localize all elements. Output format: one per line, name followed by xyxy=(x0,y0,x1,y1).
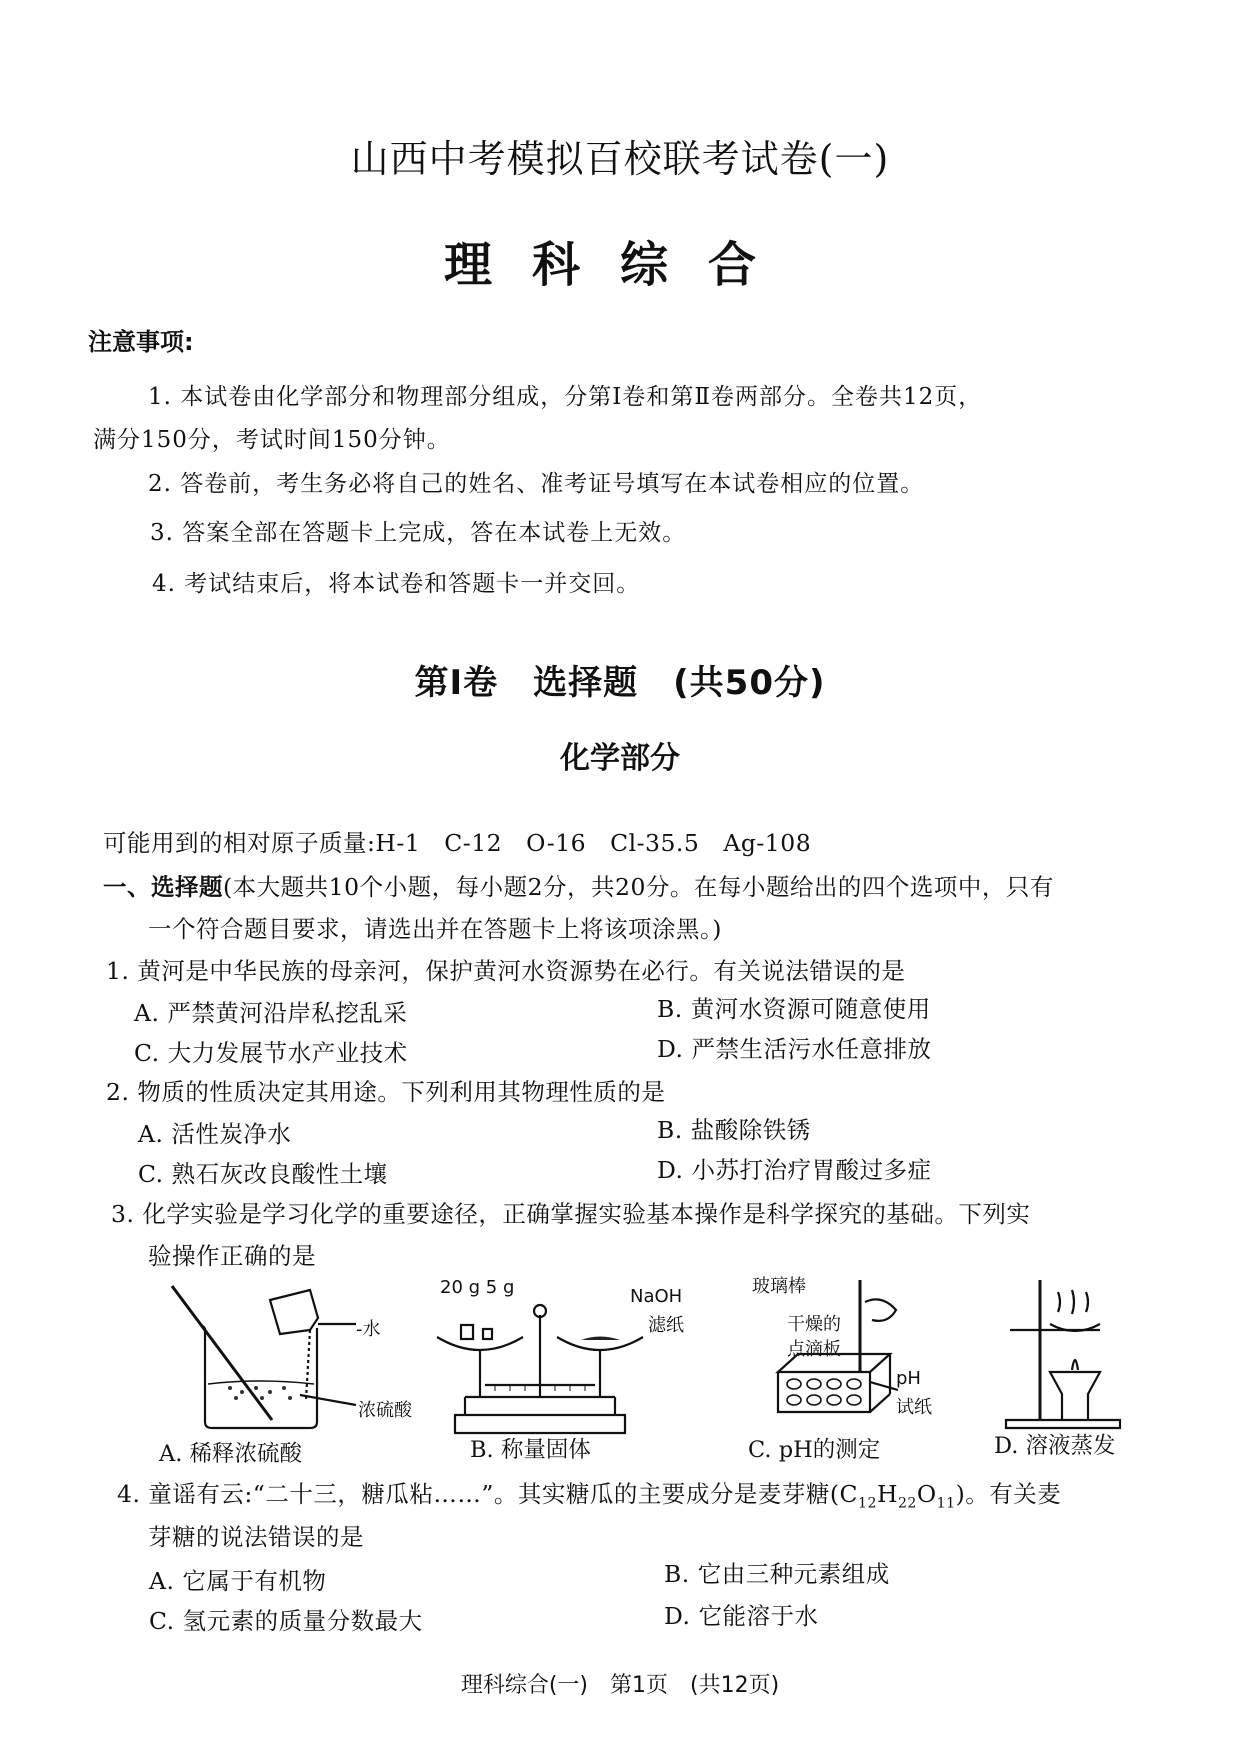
q4-option-b: B. 它由三种元素组成 xyxy=(664,1560,890,1588)
part1-lead: 一、选择题 xyxy=(103,873,223,901)
flame xyxy=(1072,1360,1078,1370)
q2-option-a: A. 活性炭净水 xyxy=(138,1120,292,1148)
q2-option-d: D. 小苏打治疗胃酸过多症 xyxy=(657,1156,932,1184)
q3-option-d: D. 溶液蒸发 xyxy=(994,1433,1116,1459)
q1-option-a: A. 严禁黄河沿岸私挖乱采 xyxy=(134,999,408,1027)
q3-stem-cont: 验操作正确的是 xyxy=(148,1242,316,1270)
figure-balance xyxy=(425,1285,655,1435)
fig-c-label-ph: pH xyxy=(896,1368,921,1389)
subject-title: 理科综合 xyxy=(443,237,796,293)
q3-stem: 3. 化学实验是学习化学的重要途径，正确掌握实验基本操作是科学探究的基础。下列实 xyxy=(111,1200,1031,1228)
atomic-mass-line: 可能用到的相对原子质量:H-1 C-12 O-16 Cl-35.5 Ag-108 xyxy=(103,829,812,857)
q4-option-c: C. 氢元素的质量分数最大 xyxy=(149,1607,423,1635)
fig-b-label-naoh: NaOH xyxy=(630,1286,683,1307)
section-title: 第Ⅰ卷 选择题 (共50分) xyxy=(414,663,826,703)
balance-base xyxy=(455,1415,625,1433)
fig-c-label-rod: 玻璃棒 xyxy=(752,1276,806,1297)
q3-option-b: B. 称量固体 xyxy=(470,1437,591,1463)
fig-c-label-plate: 点滴板 xyxy=(787,1339,841,1360)
left-pan xyxy=(437,1337,523,1350)
notice-heading: 注意事项: xyxy=(88,328,194,356)
q3-option-a: A. 稀释浓硫酸 xyxy=(159,1441,303,1467)
fig-c-label-dry: 干燥的 xyxy=(787,1314,841,1335)
notice-item-2: 2. 答卷前，考生务必将自己的姓名、准考证号填写在本试卷相应的位置。 xyxy=(148,471,925,497)
q4-option-a: A. 它属于有机物 xyxy=(149,1567,327,1595)
part1-instruction-text: (本大题共10个小题，每小题2分，共20分。在每小题给出的四个选项中，只有 xyxy=(223,873,1054,901)
q2-stem: 2. 物质的性质决定其用途。下列利用其物理性质的是 xyxy=(106,1078,666,1106)
fig-b-label-weights: 20 g 5 g xyxy=(440,1277,515,1298)
q1-option-c: C. 大力发展节水产业技术 xyxy=(134,1039,408,1067)
q1-option-b: B. 黄河水资源可随意使用 xyxy=(657,995,931,1023)
weight-5g xyxy=(483,1329,492,1339)
notice-item-3: 3. 答案全部在答题卡上完成，答在本试卷上无效。 xyxy=(150,520,687,546)
naoh-sample xyxy=(581,1337,620,1341)
page-footer: 理科综合(一) 第1页 (共12页) xyxy=(460,1673,780,1698)
q4-option-d: D. 它能溶于水 xyxy=(664,1602,819,1630)
q1-option-d: D. 严禁生活污水任意排放 xyxy=(657,1035,932,1063)
steam xyxy=(1058,1290,1088,1314)
notice-item-4: 4. 考试结束后，将本试卷和答题卡一并交回。 xyxy=(152,571,641,597)
q4-stem: 4. 童谣有云:“二十三，糖瓜粘……”。其实糖瓜的主要成分是麦芽糖$(C_{12}H_{22}O_{11})$。有关麦 xyxy=(117,1480,1062,1512)
figure-evaporation xyxy=(1000,1272,1150,1432)
subsection-title: 化学部分 xyxy=(560,741,680,776)
exam-title: 山西中考模拟百校联考试卷(一) xyxy=(350,137,890,181)
fig-a-label-water: -水 xyxy=(356,1319,381,1340)
q2-option-b: B. 盐酸除铁锈 xyxy=(657,1116,811,1144)
glass-rod xyxy=(172,1286,272,1420)
q1-stem: 1. 黄河是中华民族的母亲河，保护黄河水资源势在必行。有关说法错误的是 xyxy=(106,957,906,985)
hand xyxy=(865,1299,896,1321)
part1-instruction-cont: 一个符合题目要求，请选出并在答题卡上将该项涂黑。) xyxy=(148,915,722,943)
weight-20g xyxy=(461,1325,473,1339)
notice-item-1-cont: 满分150分，考试时间150分钟。 xyxy=(93,427,451,453)
iron-stand-base xyxy=(1006,1420,1120,1428)
ph-strip xyxy=(870,1382,898,1390)
q3-option-c: C. pH的测定 xyxy=(748,1437,881,1463)
beaker-outline xyxy=(205,1328,317,1428)
alcohol-lamp xyxy=(1050,1372,1100,1420)
pouring-cup xyxy=(270,1290,318,1334)
q4-stem-cont: 芽糖的说法错误的是 xyxy=(148,1523,364,1551)
fig-a-label-acid: 浓硫酸 xyxy=(358,1400,412,1421)
fig-c-label-strip: 试纸 xyxy=(896,1397,932,1418)
fig-b-label-paper: 滤纸 xyxy=(648,1315,684,1336)
notice-item-1: 1. 本试卷由化学部分和物理部分组成，分第Ⅰ卷和第Ⅱ卷两部分。全卷共12页， xyxy=(148,384,983,410)
part1-instruction xyxy=(103,868,1054,902)
q2-option-c: C. 熟石灰改良酸性土壤 xyxy=(138,1160,388,1188)
